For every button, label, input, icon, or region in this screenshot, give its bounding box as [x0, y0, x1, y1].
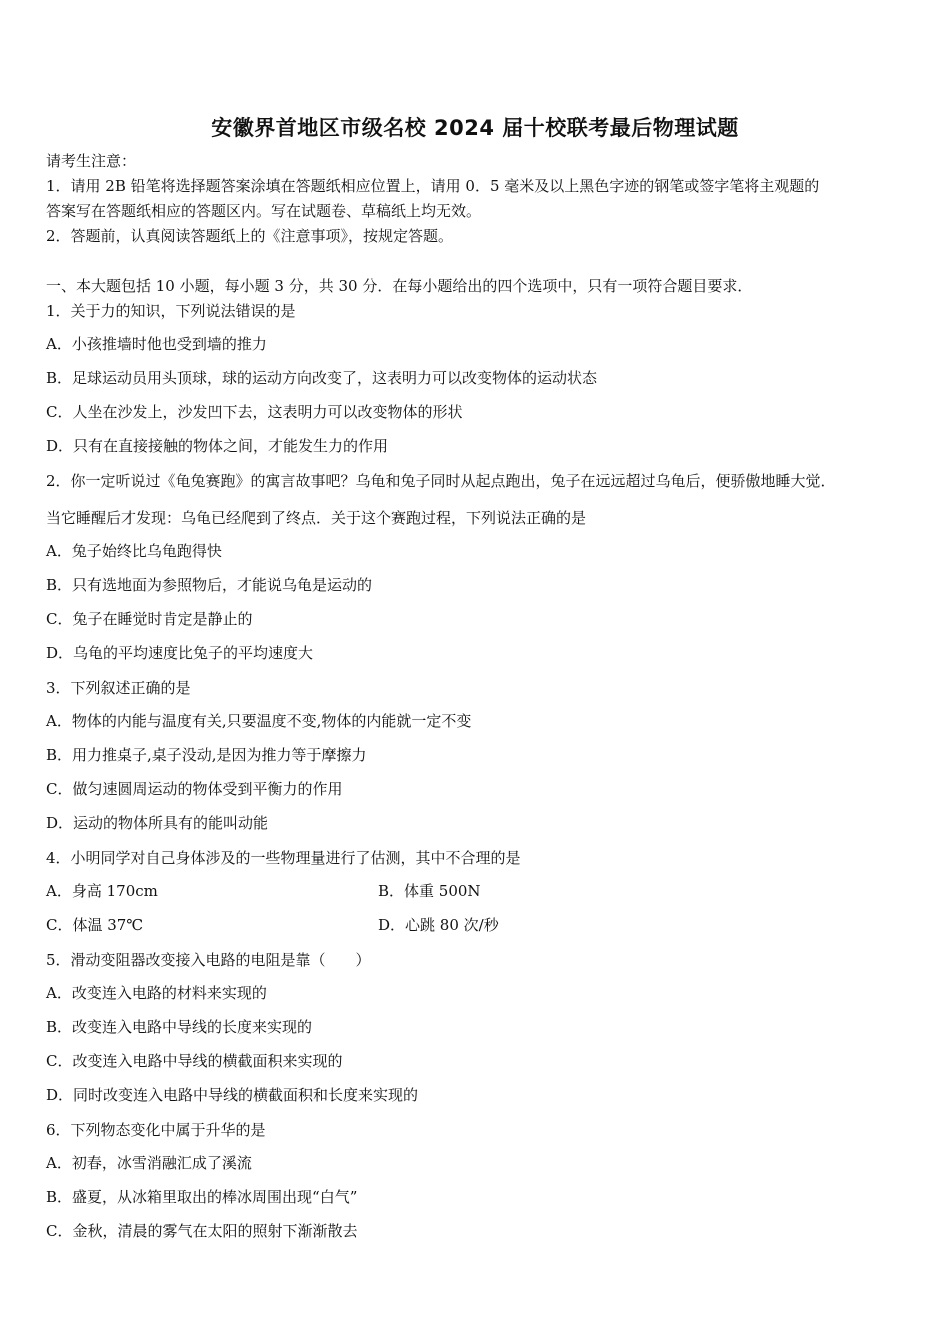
notice-item-2: 2．答题前，认真阅读答题纸上的《注意事项》，按规定答题。 [46, 227, 454, 245]
question-6-option-a: A．初春，冰雪消融汇成了溪流 [46, 1154, 252, 1172]
question-4-option-a: A．身高 170cm [46, 882, 158, 900]
question-2-option-c: C．兔子在睡觉时肯定是静止的 [46, 610, 253, 628]
question-6-option-c: C．金秋，清晨的雾气在太阳的照射下渐渐散去 [46, 1222, 358, 1240]
notice-item-1: 1．请用 2B 铅笔将选择题答案涂填在答题纸相应位置上，请用 0．5 毫米及以上黑色字迹的钢笔或签字笔将主观题的 [46, 177, 820, 195]
question-1-option-d: D．只有在直接接触的物体之间，才能发生力的作用 [46, 437, 389, 455]
question-3-option-a: A．物体的内能与温度有关,只要温度不变,物体的内能就一定不变 [46, 712, 472, 730]
question-3-stem: 3．下列叙述正确的是 [46, 679, 191, 697]
section-heading: 一、本大题包括 10 小题，每小题 3 分，共 30 分．在每小题给出的四个选项中，只有一项符合题目要求． [46, 277, 753, 295]
question-1-stem: 1．关于力的知识，下列说法错误的是 [46, 302, 296, 320]
question-5-option-c: C．改变连入电路中导线的横截面积来实现的 [46, 1052, 343, 1070]
question-4-option-b: B．体重 500N [378, 882, 481, 900]
question-4-option-c: C．体温 37℃ [46, 916, 144, 934]
question-6-option-b: B．盛夏，从冰箱里取出的棒冰周围出现“白气” [46, 1188, 358, 1206]
notice-item-1-continued: 答案写在答题纸相应的答题区内。写在试题卷、草稿纸上均无效。 [46, 202, 482, 220]
question-5-stem: 5．滑动变阻器改变接入电路的电阻是靠（ ） [46, 951, 371, 969]
question-1-option-b: B．足球运动员用头顶球，球的运动方向改变了，这表明力可以改变物体的运动状态 [46, 369, 598, 387]
question-5-option-d: D．同时改变连入电路中导线的横截面积和长度来实现的 [46, 1086, 419, 1104]
question-5-option-b: B．改变连入电路中导线的长度来实现的 [46, 1018, 313, 1036]
question-2-option-d: D．乌龟的平均速度比兔子的平均速度大 [46, 644, 314, 662]
notice-heading: 请考生注意： [46, 152, 137, 170]
question-3-option-c: C．做匀速圆周运动的物体受到平衡力的作用 [46, 780, 343, 798]
question-2-stem-continued: 当它睡醒后才发现：乌龟已经爬到了终点．关于这个赛跑过程，下列说法正确的是 [46, 509, 587, 527]
page-title: 安徽界首地区市级名校 2024 届十校联考最后物理试题 [211, 116, 739, 140]
question-1-option-a: A．小孩推墙时他也受到墙的推力 [46, 335, 267, 353]
question-3-option-d: D．运动的物体所具有的能叫动能 [46, 814, 269, 832]
question-6-stem: 6．下列物态变化中属于升华的是 [46, 1121, 266, 1139]
question-2-option-a: A．兔子始终比乌龟跑得快 [46, 542, 222, 560]
question-3-option-b: B．用力推桌子,桌子没动,是因为推力等于摩擦力 [46, 746, 367, 764]
question-4-stem: 4．小明同学对自己身体涉及的一些物理量进行了估测，其中不合理的是 [46, 849, 521, 867]
question-2-option-b: B．只有选地面为参照物后，才能说乌龟是运动的 [46, 576, 373, 594]
question-1-option-c: C．人坐在沙发上，沙发凹下去，这表明力可以改变物体的形状 [46, 403, 463, 421]
question-5-option-a: A．改变连入电路的材料来实现的 [46, 984, 267, 1002]
question-2-stem: 2．你一定听说过《龟兔赛跑》的寓言故事吧？乌龟和兔子同时从起点跑出，兔子在远远超过乌龟后，便骄傲地睡大觉． [46, 472, 836, 490]
question-4-option-d: D．心跳 80 次/秒 [378, 916, 499, 934]
